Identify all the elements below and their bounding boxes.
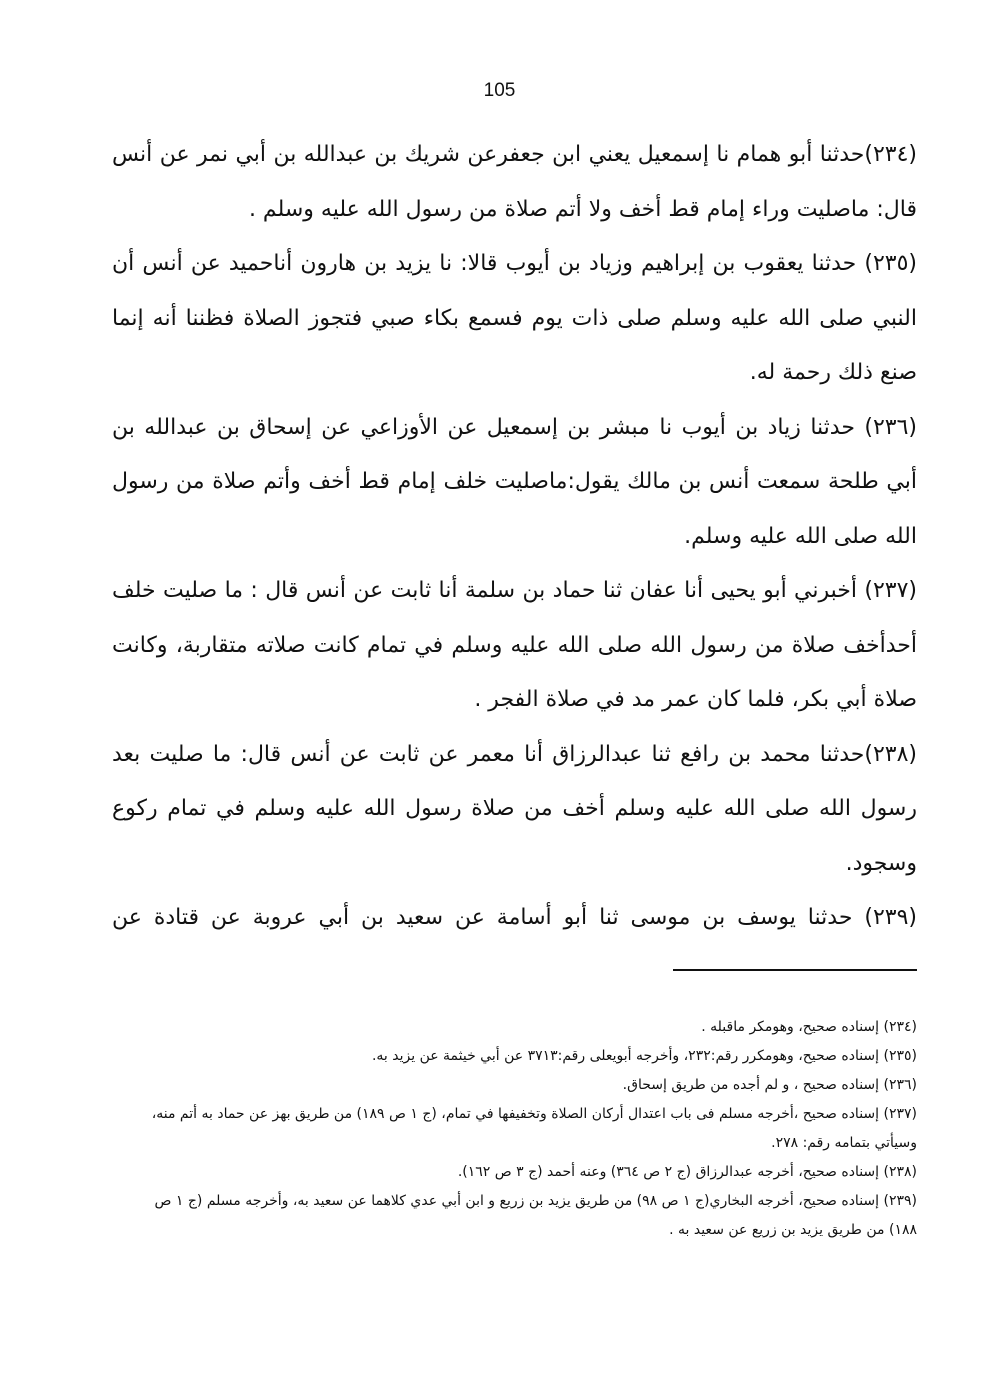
footnote-235: (٢٣٥) إسناده صحيح، وهومكرر رقم:٢٣٢، وأخرجه أبويعلى رقم:٣٧١٣ عن أبي خيثمة عن يزيد به. xyxy=(371,1048,917,1064)
hadith-235: (٢٣٥) حدثنا يعقوب بن إبراهيم وزياد بن أيوب قالا: نا يزيد بن هارون أناحميد عن أنس أن النبي صلى الله عليه وسلم صلى ذات يوم فسمع بكاء صبي فتجوز الصلاة فظننا أنه إنما صنع ذلك رحمة له. xyxy=(112,251,917,385)
footnote-234: (٢٣٤) إسناده صحيح، وهومكر ماقبله . xyxy=(701,1019,917,1035)
footnote-separator xyxy=(673,969,917,971)
hadith-237: (٢٣٧) أخبرني أبو يحيى أنا عفان ثنا حماد بن سلمة أنا ثابت عن أنس قال : ما صليت خلف أحدأخف صلاة من رسول الله صلى الله عليه وسلم في تمام كانت صلاته متقاربة، وكانت صلاة أبي بكر، فلما كان عمر مد في صلاة الفجر . xyxy=(112,578,917,712)
page-number: 105 xyxy=(483,80,516,101)
footnote-239: (٢٣٩) إسناده صحيح، أخرجه البخاري(ج ١ ص ٩٨) من طريق يزيد بن زريع و ابن أبي عدي كلاهما عن سعيد به، وأخرجه مسلم (ج ١ ص ١٨٨) من طريق يزيد بن زريع عن سعيد به . xyxy=(154,1193,917,1238)
hadith-236: (٢٣٦) حدثنا زياد بن أيوب نا مبشر بن إسمعيل عن الأوزاعي عن إسحاق بن عبدالله بن أبي طلحة سمعت أنس بن مالك يقول:ماصليت خلف إمام قط أخف وأتم صلاة من رسول الله صلى الله عليه وسلم. xyxy=(112,414,917,549)
hadith-text-body xyxy=(112,128,917,946)
footnotes xyxy=(130,1013,917,1245)
hadith-239: (٢٣٩) حدثنا يوسف بن موسى ثنا أبو أسامة عن سعيد بن أبي عروبة عن قتادة عن xyxy=(112,905,917,930)
hadith-234: (٢٣٤)حدثنا أبو همام نا إسمعيل يعني ابن جعفرعن شريك بن عبدالله بن أبي نمر عن أنس قال: ماصليت وراء إمام قط أخف ولا أتم صلاة من رسول الله عليه وسلم . xyxy=(112,142,917,222)
footnote-238: (٢٣٨) إسناده صحيح، أخرجه عبدالرزاق (ج ٢ ص ٣٦٤) وعنه أحمد (ج ٣ ص ١٦٢). xyxy=(457,1164,917,1180)
footnote-237: (٢٣٧) إسناده صحيح ،أخرجه مسلم فى باب اعتدال أركان الصلاة وتخفيفها في تمام، (ج ١ ص ١٨٩) من طريق بهز عن حماد به أتم منه، وسيأتي بتمامه رقم: ٢٧٨. xyxy=(151,1106,917,1151)
footnote-236: (٢٣٦) إسناده صحيح ، و لم أجده من طريق إسحاق. xyxy=(622,1077,917,1093)
hadith-238: (٢٣٨)حدثنا محمد بن رافع ثنا عبدالرزاق أنا معمر عن ثابت عن أنس قال: ما صليت بعد رسول الله صلى الله عليه وسلم أخف من صلاة رسول الله عليه وسلم في تمام ركوع وسجود. xyxy=(112,741,917,876)
